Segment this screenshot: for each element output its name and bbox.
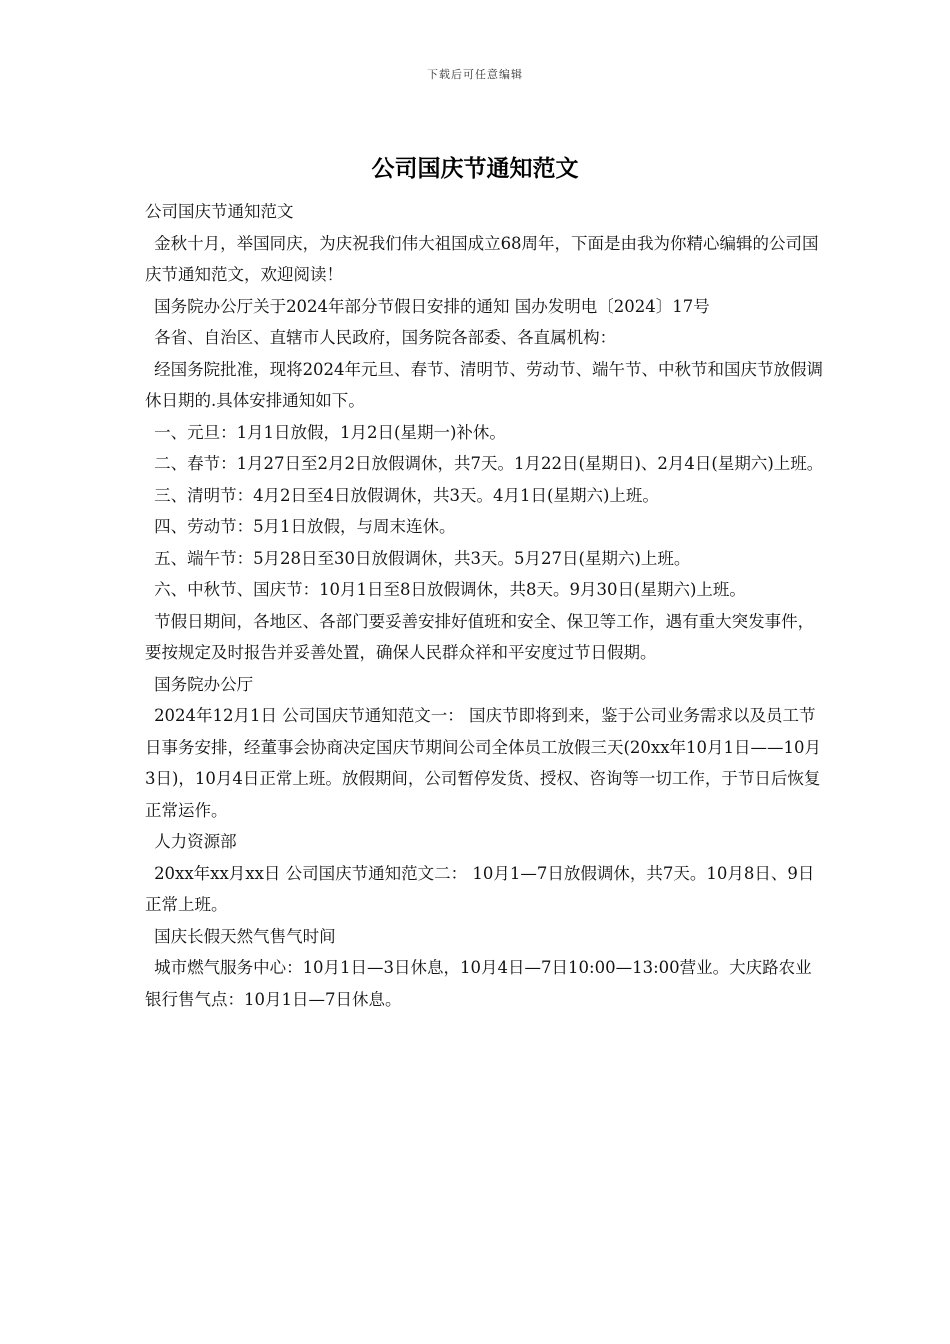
paragraph-approval: 经国务院批准，现将2024年元旦、春节、清明节、劳动节、端午节、中秋节和国庆节放假调休日期的.具体安排通知如下。 bbox=[145, 359, 824, 410]
paragraph-recipients: 各省、自治区、直辖市人民政府，国务院各部委、各直属机构： bbox=[154, 328, 617, 347]
paragraph-subtitle: 公司国庆节通知范文 bbox=[145, 202, 294, 221]
paragraph-item-labor-day: 四、劳动节：5月1日放假，与周末连休。 bbox=[154, 517, 456, 536]
paragraph-signature-hr: 人力资源部 bbox=[154, 832, 237, 851]
paragraph-item-new-year: 一、元旦：1月1日放假，1月2日(星期一)补休。 bbox=[154, 422, 506, 442]
document-body bbox=[145, 196, 825, 1015]
paragraph-intro: 金秋十月，举国同庆，为庆祝我们伟大祖国成立68周年，下面是由我为你精心编辑的公司国庆节通知范文，欢迎阅读！ bbox=[145, 233, 819, 284]
paragraph-gas-hours: 城市燃气服务中心：10月1日—3日休息，10月4日—7日10:00—13:00营业。大庆路农业银行售气点：10月1日—7日休息。 bbox=[145, 958, 812, 1009]
paragraph-gas-heading: 国庆长假天然气售气时间 bbox=[154, 926, 336, 946]
header-note: 下载后可任意编辑 bbox=[427, 68, 523, 81]
paragraph-item-qingming: 三、清明节：4月2日至4日放假调休，共3天。4月1日(星期六)上班。 bbox=[154, 485, 659, 505]
paragraph-sample-one: 2024年12月1日 公司国庆节通知范文一： 国庆节即将到来，鉴于公司业务需求以及员工节日事务安排，经董事会协商决定国庆节期间公司全体员工放假三天(20xx年10月1日——10月3日)，10月4日正常上班。放假期间，公司暂停发货、授权、咨询等一切工作，于节日后恢复正常运作。 bbox=[145, 706, 822, 820]
paragraph-signature-state-council: 国务院办公厅 bbox=[154, 674, 254, 694]
document-title: 公司国庆节通知范文 bbox=[371, 155, 579, 182]
paragraph-duty-arrangement: 节假日期间，各地区、各部门要妥善安排好值班和安全、保卫等工作，遇有重大突发事件，要按规定及时报告并妥善处置，确保人民群众祥和平安度过节日假期。 bbox=[145, 611, 815, 662]
paragraph-item-spring-festival: 二、春节：1月27日至2月2日放假调休，共7天。1月22日(星期日)、2月4日(星期六)上班。 bbox=[154, 454, 824, 473]
paragraph-sample-two: 20xx年xx月xx日 公司国庆节通知范文二： 10月1—7日放假调休，共7天。10月8日、9日正常上班。 bbox=[145, 863, 815, 914]
paragraph-item-dragon-boat: 五、端午节：5月28日至30日放假调休，共3天。5月27日(星期六)上班。 bbox=[154, 548, 691, 568]
paragraph-notice-heading: 国务院办公厅关于2024年部分节假日安排的通知 国办发明电〔2024〕17号 bbox=[154, 296, 710, 316]
paragraph-item-national-day: 六、中秋节、国庆节：10月1日至8日放假调休，共8天。9月30日(星期六)上班。 bbox=[154, 580, 746, 599]
